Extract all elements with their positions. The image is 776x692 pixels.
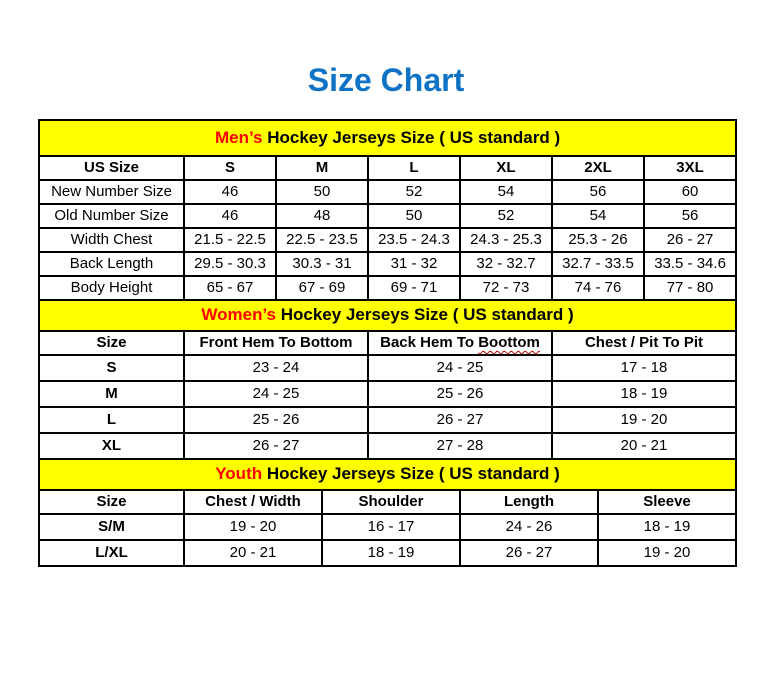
size-value: 24 - 25 xyxy=(368,355,552,381)
youth-section-header xyxy=(39,459,736,490)
youth-header-row xyxy=(39,490,736,514)
size-value: 26 - 27 xyxy=(644,228,736,252)
row-label: New Number Size xyxy=(39,180,184,204)
size-value: 19 - 20 xyxy=(598,540,736,566)
row-label: Old Number Size xyxy=(39,204,184,228)
size-value: 23 - 24 xyxy=(184,355,368,381)
womens-size-table xyxy=(38,299,737,460)
page-title: Size Chart xyxy=(307,62,465,98)
table-row xyxy=(39,228,736,252)
size-value: 50 xyxy=(368,204,460,228)
size-value: 27 - 28 xyxy=(368,433,552,459)
table-row xyxy=(39,381,736,407)
table-row xyxy=(39,355,736,381)
size-value: 72 - 73 xyxy=(460,276,552,300)
size-value: 19 - 20 xyxy=(552,407,736,433)
size-value: 20 - 21 xyxy=(184,540,322,566)
table-row xyxy=(39,540,736,566)
youth-accent-text: Youth xyxy=(215,464,263,484)
size-value: 54 xyxy=(552,204,644,228)
column-header: M xyxy=(276,156,368,180)
size-value: 20 - 21 xyxy=(552,433,736,459)
row-label: XL xyxy=(39,433,184,459)
table-row xyxy=(39,204,736,228)
size-value: 16 - 17 xyxy=(322,514,460,540)
size-value: 24.3 - 25.3 xyxy=(460,228,552,252)
size-value: 31 - 32 xyxy=(368,252,460,276)
column-header-text: Back Hem To xyxy=(380,333,479,351)
size-value: 32.7 - 33.5 xyxy=(552,252,644,276)
womens-accent-text: Women’s xyxy=(201,305,276,325)
size-value: 50 xyxy=(276,180,368,204)
row-label: L xyxy=(39,407,184,433)
row-label: Width Chest xyxy=(39,228,184,252)
youth-title-rest: Hockey Jerseys Size ( US standard ) xyxy=(262,464,560,484)
size-value: 65 - 67 xyxy=(184,276,276,300)
mens-section-title xyxy=(39,120,736,156)
table-row xyxy=(39,180,736,204)
size-value: 56 xyxy=(644,204,736,228)
size-value: 26 - 27 xyxy=(184,433,368,459)
youth-section-title xyxy=(39,459,736,490)
size-value: 69 - 71 xyxy=(368,276,460,300)
column-header: 2XL xyxy=(552,156,644,180)
table-row xyxy=(39,407,736,433)
column-header: Front Hem To Bottom xyxy=(184,331,368,355)
column-header: L xyxy=(368,156,460,180)
size-value: 23.5 - 24.3 xyxy=(368,228,460,252)
womens-section-header xyxy=(39,300,736,331)
mens-size-table xyxy=(38,119,737,301)
row-label: Body Height xyxy=(39,276,184,300)
size-value: 19 - 20 xyxy=(184,514,322,540)
size-value: 46 xyxy=(184,204,276,228)
column-header: Size xyxy=(39,331,184,355)
womens-header-row xyxy=(39,331,736,355)
table-row xyxy=(39,433,736,459)
row-label: M xyxy=(39,381,184,407)
size-value: 24 - 25 xyxy=(184,381,368,407)
column-header: Sleeve xyxy=(598,490,736,514)
row-label: L/XL xyxy=(39,540,184,566)
column-header: Shoulder xyxy=(322,490,460,514)
row-label: S/M xyxy=(39,514,184,540)
table-row xyxy=(39,514,736,540)
size-value: 74 - 76 xyxy=(552,276,644,300)
column-header: Chest / Pit To Pit xyxy=(552,331,736,355)
size-value: 52 xyxy=(368,180,460,204)
column-header: S xyxy=(184,156,276,180)
size-value: 46 xyxy=(184,180,276,204)
size-value: 60 xyxy=(644,180,736,204)
size-value: 32 - 32.7 xyxy=(460,252,552,276)
mens-accent-text: Men’s xyxy=(214,127,263,147)
mens-title-rest: Hockey Jerseys Size ( US standard ) xyxy=(262,127,561,147)
size-value: 26 - 27 xyxy=(460,540,598,566)
size-value: 29.5 - 30.3 xyxy=(184,252,276,276)
womens-title-rest: Hockey Jerseys Size ( US standard ) xyxy=(276,305,574,325)
size-value: 17 - 18 xyxy=(552,355,736,381)
size-value: 24 - 26 xyxy=(460,514,598,540)
column-header: Size xyxy=(39,490,184,514)
size-value: 18 - 19 xyxy=(552,381,736,407)
size-value: 30.3 - 31 xyxy=(276,252,368,276)
size-value: 25.3 - 26 xyxy=(552,228,644,252)
misspelled-word: Boottom xyxy=(478,333,540,351)
size-value: 18 - 19 xyxy=(598,514,736,540)
size-value: 18 - 19 xyxy=(322,540,460,566)
column-header: US Size xyxy=(39,156,184,180)
size-value: 48 xyxy=(276,204,368,228)
size-chart xyxy=(38,119,735,567)
size-value: 21.5 - 22.5 xyxy=(184,228,276,252)
size-value: 33.5 - 34.6 xyxy=(644,252,736,276)
column-header: Chest / Width xyxy=(184,490,322,514)
table-row xyxy=(39,276,736,300)
size-value: 56 xyxy=(552,180,644,204)
size-value: 22.5 - 23.5 xyxy=(276,228,368,252)
youth-size-table xyxy=(38,458,737,567)
column-header: 3XL xyxy=(644,156,736,180)
size-value: 67 - 69 xyxy=(276,276,368,300)
column-header xyxy=(368,331,552,355)
size-value: 54 xyxy=(460,180,552,204)
row-label: S xyxy=(39,355,184,381)
mens-section-header xyxy=(39,120,736,156)
size-value: 25 - 26 xyxy=(184,407,368,433)
table-row xyxy=(39,252,736,276)
mens-header-row xyxy=(39,156,736,180)
column-header: Length xyxy=(460,490,598,514)
row-label: Back Length xyxy=(39,252,184,276)
column-header: XL xyxy=(460,156,552,180)
size-value: 52 xyxy=(460,204,552,228)
size-value: 77 - 80 xyxy=(644,276,736,300)
size-value: 26 - 27 xyxy=(368,407,552,433)
size-value: 25 - 26 xyxy=(368,381,552,407)
womens-section-title xyxy=(39,300,736,331)
